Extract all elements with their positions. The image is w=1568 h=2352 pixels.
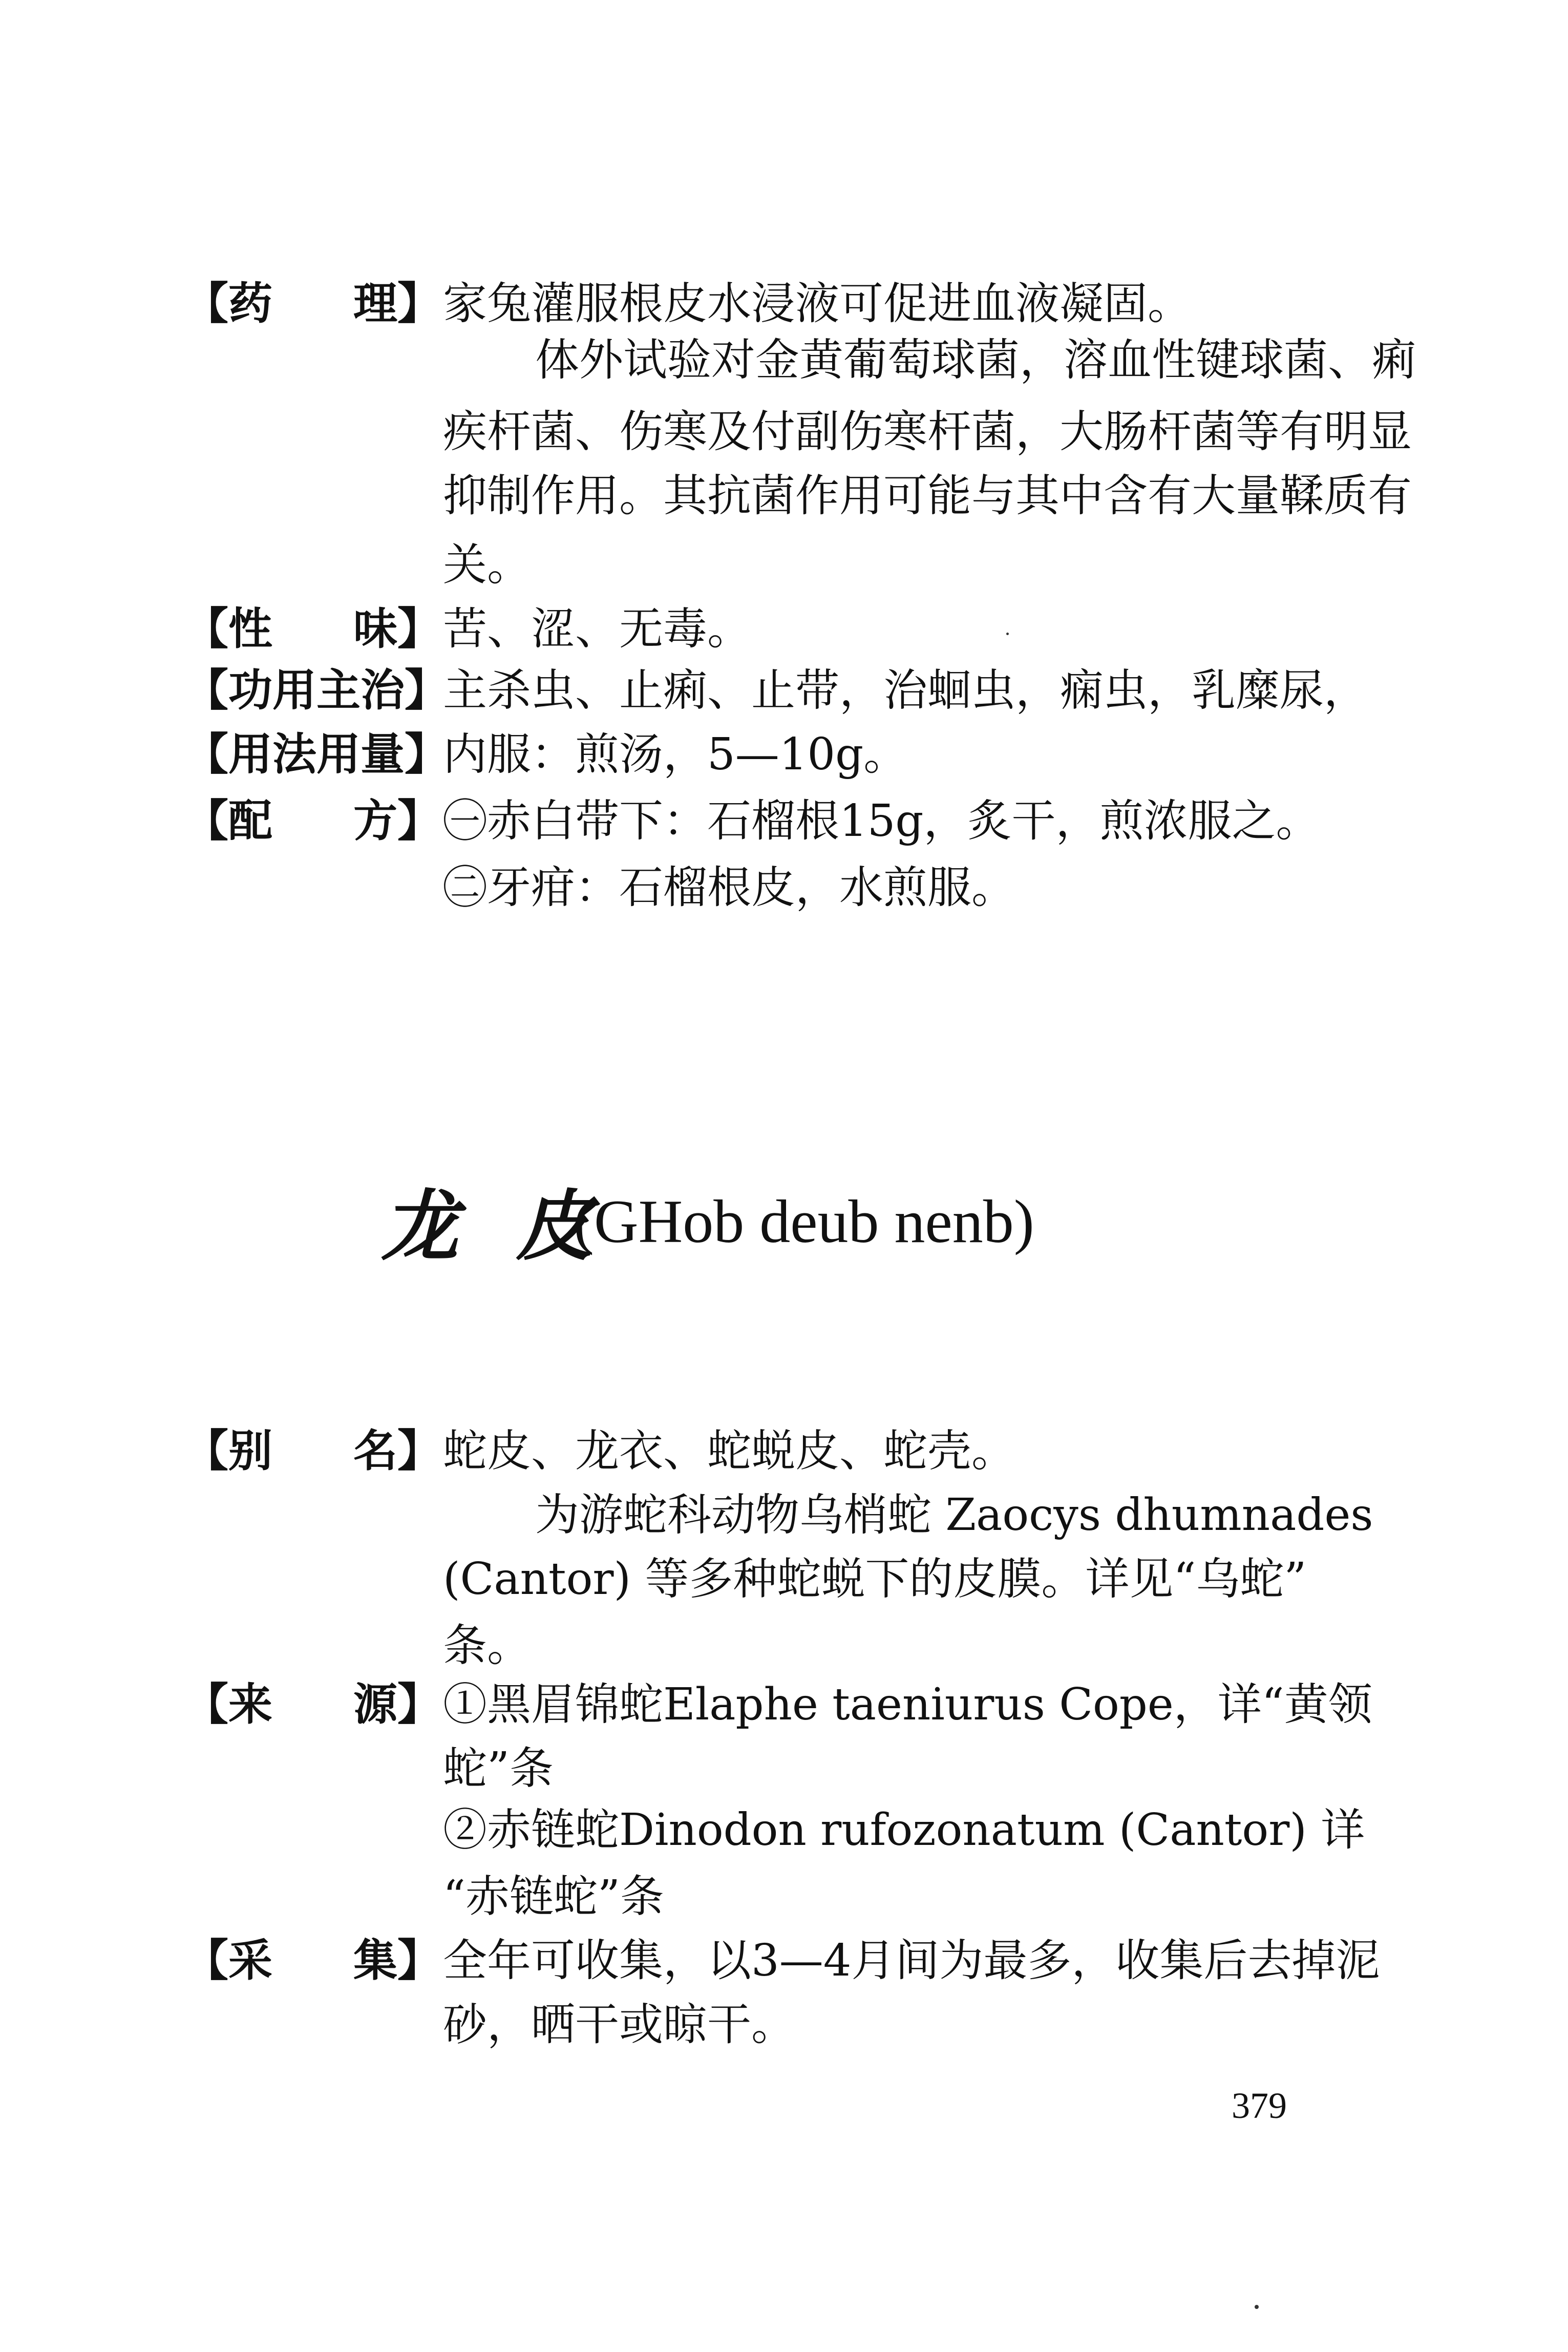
- yongfa-text: 内服：煎汤，5—10g。: [443, 729, 908, 780]
- scan-speck: [1255, 2305, 1259, 2309]
- bieming-line-3: (Cantor) 等多种蛇蜕下的皮膜。详见“乌蛇”: [443, 1553, 1307, 1605]
- entry-title-chinese: 龙 皮: [382, 1182, 608, 1271]
- bieming-line-4: 条。: [443, 1620, 531, 1671]
- bieming-line-1: 蛇皮、龙衣、蛇蜕皮、蛇壳。: [443, 1425, 1015, 1477]
- label-laiyuan-left: 【来: [184, 1679, 272, 1730]
- entry-title-latin: (GHob deub nenb): [574, 1187, 1034, 1255]
- peifang-line-1: ㊀赤白带下：石榴根15g，炙干，煎浓服之。: [443, 795, 1320, 847]
- label-yongfa: 【用法用量】: [184, 729, 449, 780]
- label-gongyong: 【功用主治】: [184, 665, 449, 716]
- label-caiji-right: 集】: [353, 1935, 441, 1986]
- caiji-line-1: 全年可收集，以3—4月间为最多，收集后去掉泥: [443, 1935, 1380, 1986]
- laiyuan-line-4: “赤链蛇”条: [443, 1871, 664, 1922]
- label-bieming-left: 【别: [184, 1425, 272, 1477]
- label-xingwei-right: 味】: [353, 603, 441, 655]
- yaoli-line-4: 抑制作用。其抗菌作用可能与其中含有大量鞣质有: [443, 470, 1412, 521]
- xingwei-text: 苦、涩、无毒。: [443, 603, 751, 655]
- label-bieming-right: 名】: [353, 1425, 441, 1477]
- page-number: 379: [1232, 2085, 1287, 2126]
- laiyuan-line-2: 蛇”条: [443, 1743, 554, 1794]
- laiyuan-line-3: ②赤链蛇Dinodon rufozonatum (Cantor) 详: [443, 1804, 1365, 1856]
- label-peifang-right: 方】: [353, 795, 441, 847]
- yaoli-line-5: 关。: [443, 539, 531, 591]
- label-xingwei-left: 【性: [184, 603, 272, 655]
- caiji-line-2: 砂，晒干或晾干。: [443, 1999, 795, 2050]
- label-peifang-left: 【配: [184, 795, 272, 847]
- laiyuan-line-1: ①黑眉锦蛇Elaphe taeniurus Cope，详“黄领: [443, 1679, 1372, 1730]
- yaoli-line-1: 家兔灌服根皮水浸液可促进血液凝固。: [443, 278, 1192, 329]
- peifang-line-2: ㊁牙疳：石榴根皮，水煎服。: [443, 862, 1015, 913]
- scan-speck: [1006, 633, 1009, 635]
- gongyong-text: 主杀虫、止痢、止带，治蛔虫，痫虫，乳糜尿，: [443, 665, 1368, 716]
- label-caiji-left: 【采: [184, 1935, 272, 1986]
- label-yaoli-right: 理】: [353, 278, 441, 329]
- label-laiyuan-right: 源】: [353, 1679, 441, 1730]
- yaoli-line-3: 疾杆菌、伤寒及付副伤寒杆菌，大肠杆菌等有明显: [443, 406, 1412, 457]
- yaoli-line-2: 体外试验对金黄葡萄球菌，溶血性键球菌、痢: [535, 334, 1416, 386]
- bieming-line-2: 为游蛇科动物乌梢蛇 Zaocys dhumnades: [535, 1489, 1373, 1541]
- label-yaoli-left: 【药: [184, 278, 272, 329]
